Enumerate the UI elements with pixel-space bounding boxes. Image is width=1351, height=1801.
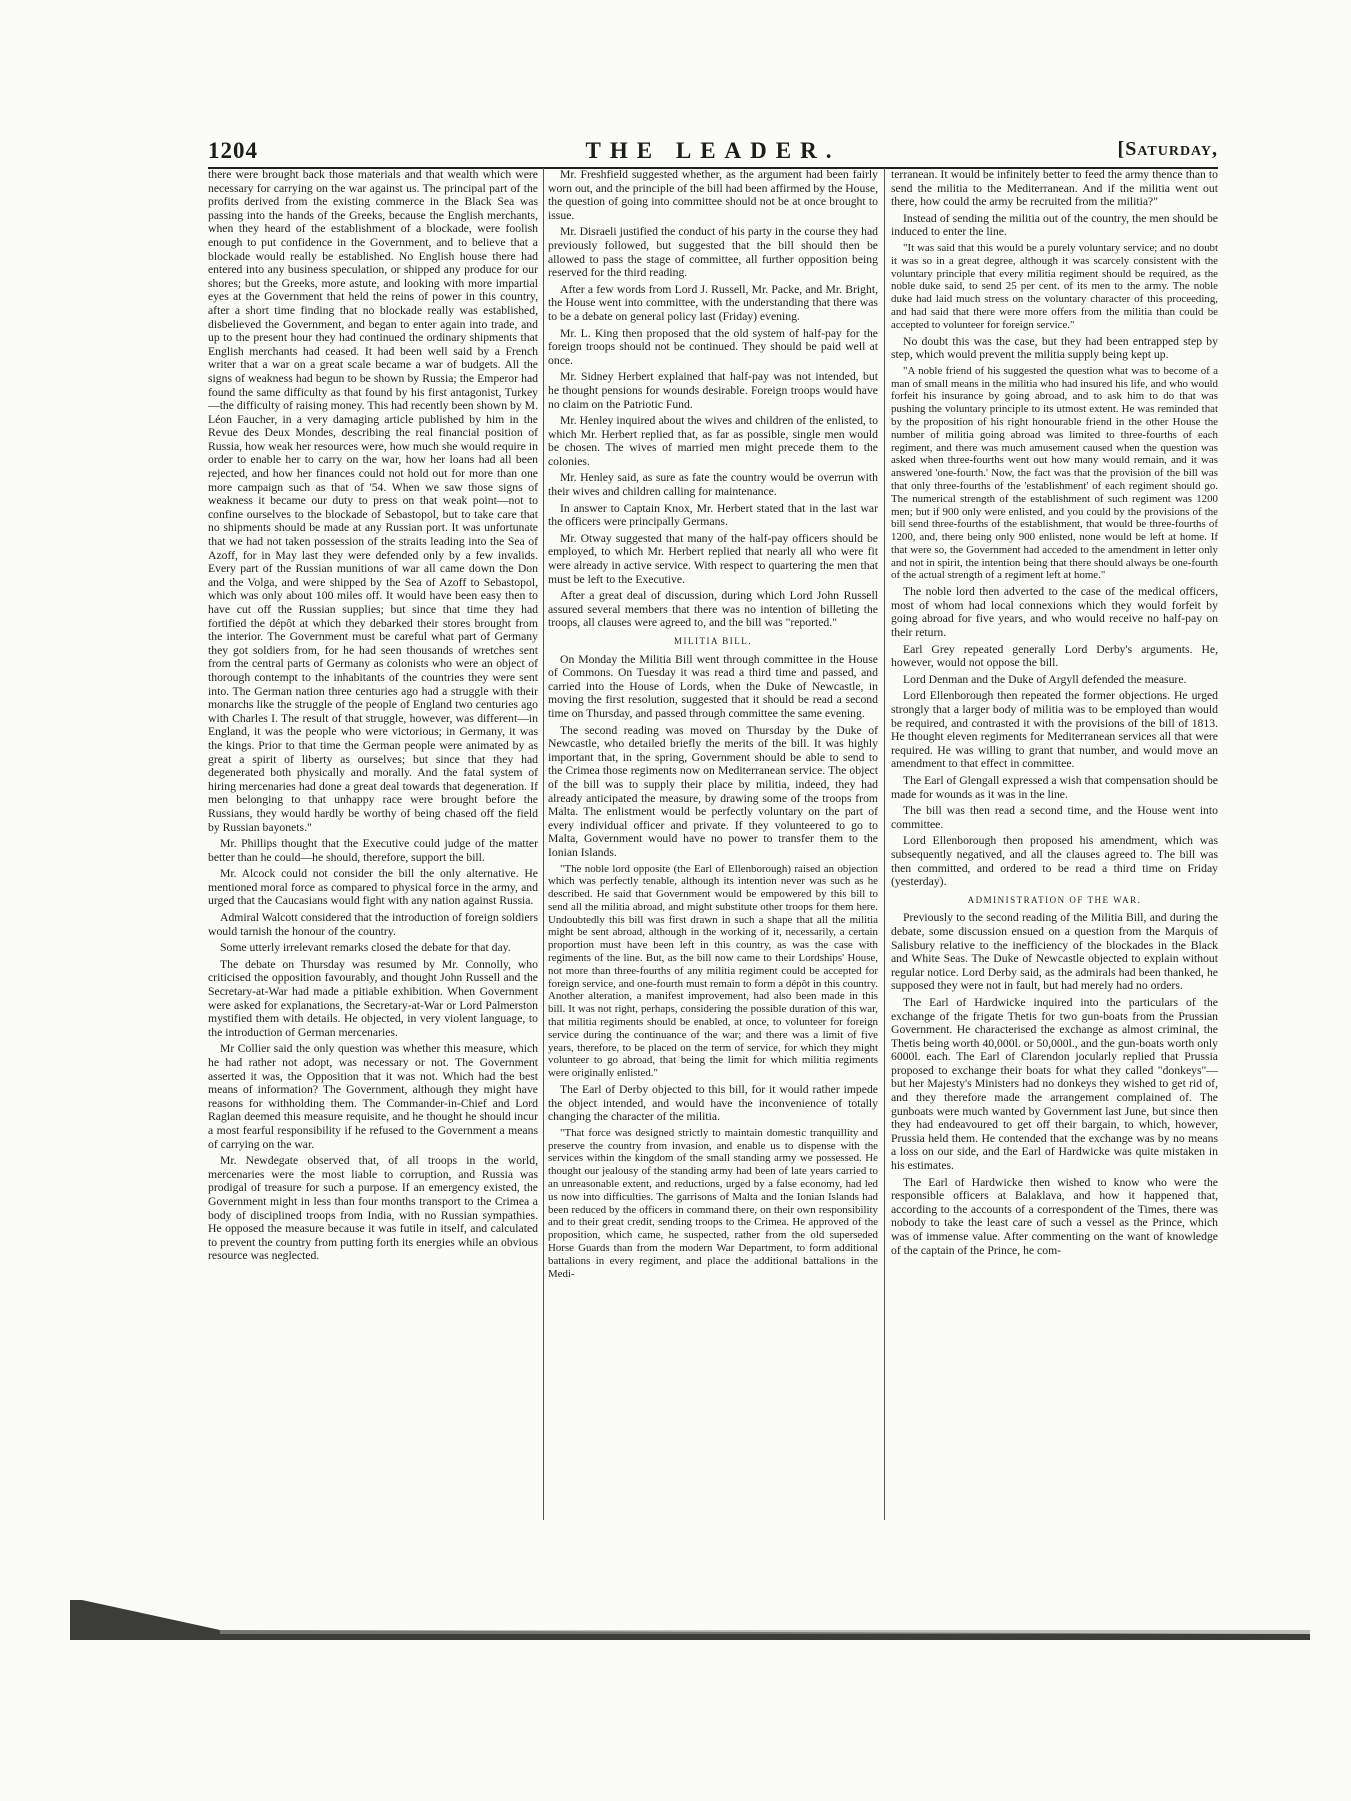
scan-shadow-band bbox=[220, 1630, 1310, 1634]
article-paragraph: Mr. Sidney Herbert explained that half-pay was not intended, but he thought pensions for wounds desirable. Foreign troops would have no claim on the Patriotic Fund. bbox=[548, 370, 878, 411]
quoted-speech: "A noble friend of his suggested the question what was to become of a man of small means in the militia who had insured his life, and who would forfeit his insurance by going abroad, and to ask him to do that was pushing the voluntary principle to its utmost extent. He was reminded that by the proposition of his right honourable friend in the other House the number of militia going abroad was limited to three-fourths of each regiment, and there was much amusement caused when the question was asked when three-fourths went out how many would remain, and it was answered 'one-fourth.' Now, the fact was that the provision of the bill was that only three-fourths of the 'establishment' of each regiment should go. The numerical strength of the establishment of such regiment was 1200 men; but if 900 only were enlisted, and you could by the provisions of the bill send three-fourths of the establishment, that would be three-fourths of 1200, and, there being only 900 enlisted, none would be left at home. If that were so, the Government had acceded to the amendment in letter only and not in spirit, the intention being that there should always be one-fourth of the actual strength of a regiment left at home." bbox=[891, 364, 1218, 582]
article-paragraph: The bill was then read a second time, and the House went into committee. bbox=[891, 804, 1218, 831]
article-paragraph: The debate on Thursday was resumed by Mr. Connolly, who criticised the opposition favourably, and thought John Russell and the Secretary-at-War had made a pitiable exhibition. When Government were asked for explanations, the Secretary-at-War or Lord Palmerston mystified them with details. He objected, in very violent language, to the introduction of German mercenaries. bbox=[208, 957, 538, 1039]
article-paragraph: Mr. Henley inquired about the wives and children of the enlisted, to which Mr. Herbert replied that, as far as possible, single men would be chosen. The wives of married men might precede them to the colonies. bbox=[548, 414, 878, 468]
article-paragraph: The second reading was moved on Thursday by the Duke of Newcastle, who detailed briefly the merits of the bill. It was highly important that, in the spring, Government should be able to send to the Crimea those regiments now on Mediterranean service. The object of the bill was to supply their place by militia, indeed, they had already anticipated the measure, by drawing some of the troops from Malta. The enlistment would be perfectly voluntary on the part of every individual officer and private. If they volunteered to go to Malta, Government would have no power to transfer them to the Ionian Islands. bbox=[548, 723, 878, 859]
article-paragraph: Lord Ellenborough then repeated the former objections. He urged strongly that a larger body of militia was to be employed than would be required, and contrasted it with the provisions of the bill of 1813. He thought eleven regiments for Mediterranean services all that were required. He was willing to grant that number, and would move an amendment to that effect in committee. bbox=[891, 689, 1218, 771]
article-paragraph: After a great deal of discussion, during which Lord John Russell assured several members that there was no intention of billeting the troops, all clauses were agreed to, and the bill was "reported." bbox=[548, 589, 878, 630]
quoted-speech: "It was said that this would be a purely voluntary service; and no doubt it was so in a great degree, although it was scarcely consistent with the voluntary principle that every militia regiment should be required, as the noble duke said, to send 25 per cent. of its men to the army. The noble duke had laid much stress on the voluntary character of this proceeding, and had said that there were more offers from the militia than could be accepted to volunteer for foreign service." bbox=[891, 241, 1218, 331]
article-paragraph: The noble lord then adverted to the case of the medical officers, most of whom had local connexions which they would forfeit by going abroad for five years, and who would receive no half-pay on their return. bbox=[891, 585, 1218, 640]
section-heading-administration: ADMINISTRATION OF THE WAR. bbox=[967, 894, 1142, 905]
column-3 bbox=[891, 168, 1218, 1260]
article-paragraph: Mr. Alcock could not consider the bill the only alternative. He mentioned moral force as compared to physical force in the army, and urged that the Caucasians would fight with any nation against Russia. bbox=[208, 867, 538, 908]
article-paragraph: Mr. L. King then proposed that the old system of half-pay for the foreign troops should not be continued. They should be paid well at once. bbox=[548, 326, 878, 367]
quoted-speech: "The noble lord opposite (the Earl of Ellenborough) raised an objection which was perfectly tenable, although its intention never was such as he described. He said that Government would be empowered by this bill to send all the militia abroad, and might substitute other troops for them here. Undoubtedly this bill was first drawn in such a shape that all the militia might be sent abroad, although in the working of it, necessarily, a certain proportion must have been left in this country, as was the case with regiments of the line. But, as the bill now came to their Lordships' House, not more than three-fourths of any militia regiment could be accepted for foreign service, and one-fourth must remain to form a dépôt in this country. Another alteration, a manifest improvement, had also been made in this bill. It was not right, perhaps, considering the possible duration of this war, that militia regiments should be enabled, at once, to volunteer for foreign service during the continuance of the war; and there was a limit of five years, therefore, to be placed on the term of service, for which they might volunteer to go abroad, that being the limit for which militia regiments were originally enlisted." bbox=[548, 862, 878, 1080]
article-paragraph: Lord Denman and the Duke of Argyll defended the measure. bbox=[903, 672, 1187, 686]
article-paragraph: Admiral Walcott considered that the introduction of foreign soldiers would tarnish the honour of the country. bbox=[208, 911, 538, 938]
article-paragraph: Lord Ellenborough then proposed his amendment, which was subsequently negatived, and all the clauses agreed to. The bill was then committed, and ordered to be read a third time on Friday (yesterday). bbox=[891, 834, 1218, 889]
article-paragraph: The Earl of Derby objected to this bill, for it would rather impede the object intended, and would have the inconvenience of totally changing the character of the militia. bbox=[548, 1083, 878, 1124]
article-paragraph: Mr Collier said the only question was whether this measure, which he had rather not adopt, was necessary or not. The Government asserted it was, the Opposition that it was not. Which had the best means of information? The Government, although they might have reasons for withholding them. The Commander-in-Chief and Lord Raglan deemed this measure requisite, and he thought he should incur a most fearful responsibility if he refused to the Government a means of carrying on the war. bbox=[208, 1042, 538, 1151]
article-paragraph: After a few words from Lord J. Russell, Mr. Packe, and Mr. Bright, the House went into committee, with the understanding that there was to be a debate on general policy last (Friday) evening. bbox=[548, 282, 878, 323]
article-paragraph: The Earl of Hardwicke inquired into the particulars of the exchange of the frigate Thetis for two gun-boats from the Prussian Government. He characterised the exchange as almost criminal, the Thetis being worth 40,000l. or 50,000l., and the gun-boats worth only 6000l. each. The Earl of Clarendon jocularly replied that Prussia proposed to exchange their boats for what they called "donkeys"—but her Majesty's Ministers had no donkeys they wished to get rid of, and they therefore made the arrangement complained of. The gunboats were much wanted by Government last June, but since then they had endeavoured to get off their bargain, to which, however, Prussia held them. He contended that the exchange was by no means a loss on our side, and the Earl of Hardwicke was quite mistaken in his estimates. bbox=[891, 995, 1218, 1173]
article-paragraph: Mr. Phillips thought that the Executive could judge of the matter better than he could—he should, therefore, support the bill. bbox=[208, 837, 538, 864]
column-divider bbox=[884, 168, 885, 1520]
column-divider bbox=[543, 168, 544, 1520]
article-paragraph: Some utterly irrelevant remarks closed the debate for that day. bbox=[220, 941, 511, 955]
article-paragraph: Mr. Disraeli justified the conduct of his party in the course they had previously followed, but suggested that the bill should then be allowed to pass the stage of committee, all further opposition being reserved for the third reading. bbox=[548, 225, 878, 280]
scan-edge-shadow bbox=[70, 1600, 1310, 1640]
article-paragraph: Mr. Newdegate observed that, of all troops in the world, mercenaries were the most liable to corruption, and Russia was prodigal of treasure for such a purpose. If an emergency existed, the Government might in less than four months transport to the Crimea a body of disciplined troops from India, with no Russian sympathies. He opposed the measure because it was futile in itself, and calculated to prevent the country from putting forth its energies while an obvious resource was neglected. bbox=[208, 1154, 538, 1263]
article-paragraph: Earl Grey repeated generally Lord Derby's arguments. He, however, would not oppose the bill. bbox=[891, 642, 1218, 670]
page-number: 1204 bbox=[208, 138, 258, 163]
article-paragraph: In answer to Captain Knox, Mr. Herbert stated that in the last war the officers were principally Germans. bbox=[548, 501, 878, 529]
section-heading-militia: MILITIA BILL. bbox=[674, 636, 752, 646]
header-day: [Saturday, bbox=[1117, 138, 1218, 160]
article-paragraph: Mr. Henley said, as sure as fate the country would be overrun with their wives and children calling for maintenance. bbox=[548, 471, 878, 499]
article-paragraph: Previously to the second reading of the Militia Bill, and during the debate, some discussion ensued on a question from the Marquis of Salisbury relative to the inefficiency of the blockades in the Black and White Seas. The Duke of Newcastle objected to explain without regular notice. Lord Derby said, as the admirals had been thanked, he supposed they were not in fault, but had merely had no orders. bbox=[891, 911, 1218, 993]
article-paragraph: The Earl of Glengall expressed a wish that compensation should be made for wounds as it was in the line. bbox=[891, 774, 1218, 801]
article-paragraph: Mr. Otway suggested that many of the half-pay officers should be employed, to which Mr. Herbert replied that nearly all who were fit were already in active service. With respect to quartering the men that must be left to the Executive. bbox=[548, 531, 878, 586]
article-paragraph: Mr. Freshfield suggested whether, as the argument had been fairly worn out, and the principle of the bill had been affirmed by the House, the question of going into committee should not be at once brought to issue. bbox=[548, 168, 878, 222]
quoted-speech: "That force was designed strictly to maintain domestic tranquillity and preserve the country from invasion, and enable us to dispense with the services within the kingdom of the small standing army we possessed. He thought our jealousy of the standing army had been of late years carried to an unreasonable extent, and reductions, urged by a false economy, had led us now into difficulties. The garrisons of Malta and the Ionian Islands had been reduced by the officers in command there, on their own responsibility and to their great credit, sending troops to the Crimea. He approved of the proposition, which came, he suspected, rather from the old superseded Horse Guards than from the modern War Department, to form additional battalions in every regiment, and place the additional battalions in the Medi- bbox=[548, 1126, 878, 1280]
article-paragraph: On Monday the Militia Bill went through committee in the House of Commons. On Tuesday it was read a third time and passed, and carried into the House of Lords, when the Duke of Newcastle, in moving the first resolution, suggested that it should be read a second time on Thursday, and passed through committee the same evening. bbox=[548, 652, 878, 720]
article-paragraph: The Earl of Hardwicke then wished to know who were the responsible officers at Balaklava, and how it happened that, according to the accounts of a correspondent of the Times, there was nobody to take the least care of such a vessel as the Prince, which was of immense value. After commenting on the want of knowledge of the captain of the Prince, he com- bbox=[891, 1175, 1218, 1257]
column-1 bbox=[208, 168, 538, 1266]
article-paragraph: No doubt this was the case, but they had been entrapped step by step, which would prevent the militia supply being kept up. bbox=[891, 334, 1218, 362]
page-header bbox=[208, 138, 1218, 170]
column-2 bbox=[548, 168, 878, 1283]
article-paragraph: there were brought back those materials and that wealth which were necessary for carrying on the war against us. The principal part of the profits derived from the existing commerce in the Black Sea was passing into the hands of the Greeks, because the English merchants, when they heard of the establishment of a blockade, were foolish enough to put confidence in the Government, and to believe that a blockade would really be established. No English house there had entered into any business speculation, or shipped any produce for our shores; but the Greeks, more astute, and looking with more impartial eyes at the Government that held the reins of power in this country, after a short time finding that no blockade really was established, disbelieved the Government, and began to enter again into trade, and up to the present hour they had continued the ordinary shipments that English merchants had ceased. It had been well said by a French writer that a war on a great scale became a war of budgets. All the signs of weakness had begun to be shown by Russia; the Emperor had found the same difficulty as that found by his first antagonist, Turkey—the difficulty of raising money. This had recently been shown by M. Léon Faucher, in a very damaging article published by him in the Revue des Deux Mondes, describing the real financial position of Russia, how weak her resources were, how much she would require in order to enable her to carry on the war, how her loans had all been rejected, and how her finances could not hold out for more than one more campaign such as that of '54. When we saw those signs of weakness it became our duty to press on that weak point—not to confine ourselves to the blockade of Sebastopol, but to take care that no shipments should be made at any Russian port. It was unfortunate that we had not taken possession of the straits leading into the Sea of Azoff, for in May last they were defended only by a few invalids. Every part of the Russian munitions of war all came down the Don and the Volga, and were shipped by the Sea of Azoff to Sebastopol, which was only about 100 miles off. It would have been easy then to have cut off the Russian supplies; but since that time they had fortified the dépôt at which they debarked their stores brought from the interior. The Government must be careful what part of Germany they got soldiers from, for he had seen thousands of wretches sent from the central parts of Germany as colonists who were an object of thorough contempt to the inhabitants of the countries they were sent into. The German nation three centuries ago had a struggle with their monarchs like the struggle of the people of England two centuries ago with Charles I. The result of that struggle, however, was different—in England, it was the people who were victorious; in Germany, it was the kings. Prior to that time the German people were animated by as great a spirit of liberty as ourselves; but since that they had degenerated both physically and morally. And the fatal system of hiring mercenaries had done a great deal towards that degeneration. If men belonging to that unhappy race were brought before the Russians, they would hardly be worthy of being chased off the field by Russian bayonets." bbox=[208, 168, 538, 834]
article-paragraph: Instead of sending the militia out of the country, the men should be induced to enter the line. bbox=[891, 211, 1218, 239]
article-paragraph: terranean. It would be infinitely better to feed the army thence than to send the militia to the Mediterranean. And if the militia went out there, how could the army be recruited from the militia?" bbox=[891, 168, 1218, 209]
masthead-title: THE LEADER. bbox=[585, 138, 841, 163]
